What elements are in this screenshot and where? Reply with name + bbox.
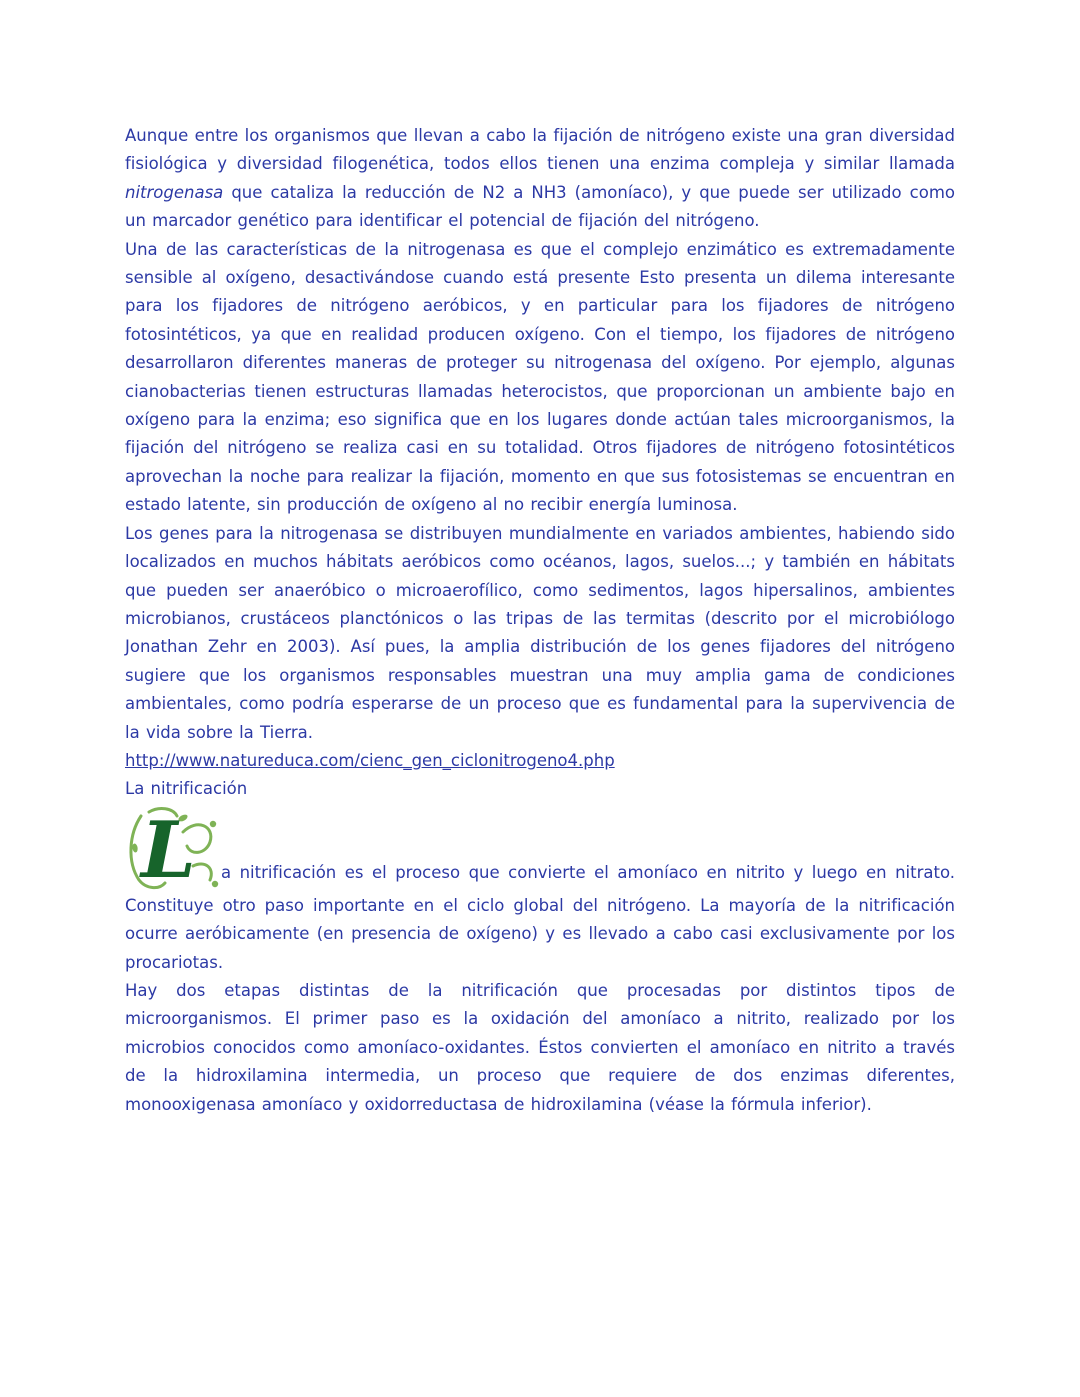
natureduca-link[interactable]: http://www.natureduca.com/cienc_gen_ciclonitrogeno4.php [125,750,615,770]
italic-term-nitrogenasa: nitrogenasa [125,182,224,202]
paragraph-nitrification-stages: Hay dos etapas distintas de la nitrificación que procesadas por distintos tipos de microorganismos. El primer paso es la oxidación del amoníaco a nitrito, realizado por los microbios conocidos como amoníaco-oxidantes. Éstos convierten el amoníaco en nitrito a través de la hidroxilamina intermedia, un proceso que requiere de dos enzimas diferentes, monooxigenasa amoníaco y oxidorreductasa de hidroxilamina (véase la fórmula inferior). [125,980,955,1114]
paragraph-nitrification-definition [125,804,955,977]
paragraph-text: a nitrificación es el proceso que convierte el amoníaco en nitrito y luego en nitrato. Constituye otro paso importante en el ciclo global del nitrógeno. La mayoría de la nitrificación ocurre aeróbicamente (en presencia de oxígeno) y es llevado a cabo casi exclusivamente por los procariotas. [125,862,955,972]
section-title-nitrificacion: La nitrificación [125,779,248,799]
ornamental-initial-L-icon [125,804,219,892]
paragraph-text: Aunque entre los organismos que llevan a cabo la fijación de nitrógeno existe una gran diversidad fisiológica y diversidad filogenética, todos ellos tienen una enzima compleja y similar llamada [125,126,955,174]
paragraph-nitrogenase-intro [125,122,955,236]
link-line [125,747,955,775]
paragraph-text: que cataliza la reducción de N2 a NH3 (amoníaco), y que puede ser utilizado como un marcador genético para identificar el potencial de fijación del nitrógeno. [125,182,955,231]
paragraph-oxygen-sensitivity: Una de las características de la nitrogenasa es que el complejo enzimático es extremadamente sensible al oxígeno, desactivándose cuando está presente Esto presenta un dilema interesante para los fijadores de nitrógeno aeróbicos, y en particular para los fijadores de nitrógeno fotosintéticos, ya que en realidad producen oxígeno. Con el tiempo, los fijadores de nitrógeno desarrollaron diferentes maneras de proteger su nitrogenasa del oxígeno. Por ejemplo, algunas cianobacterias tienen estructuras llamadas heterocistos, que proporcionan un ambiente bajo en oxígeno para la enzima; eso significa que en los lugares donde actúan tales microorganismos, la fijación del nitrógeno se realiza casi en su totalidad. Otros fijadores de nitrógeno fotosintéticos aprovechan la noche para realizar la fijación, momento en que sus fotosistemas se encuentran en estado latente, sin producción de oxígeno al no recibir energía luminosa. [125,239,955,515]
document-body [125,122,955,1119]
paragraph-gene-distribution: Los genes para la nitrogenasa se distribuyen mundialmente en variados ambientes, habiendo sido localizados en muchos hábitats aeróbicos como océanos, lagos, suelos...; y también en hábitats que pueden ser anaeróbico o microaerofílico, como sedimentos, lagos hipersalinos, ambientes microbianos, crustáceos planctónicos o las tripas de las termitas (descrito por el microbiólogo Jonathan Zehr en 2003). Así pues, la amplia distribución de los genes fijadores del nitrógeno sugiere que los organismos responsables muestran una muy amplia gama de condiciones ambientales, como podría esperarse de un proceso que es fundamental para la supervivencia de la vida sobre la Tierra. [125,523,955,742]
dropcap-letter: L [141,804,196,892]
